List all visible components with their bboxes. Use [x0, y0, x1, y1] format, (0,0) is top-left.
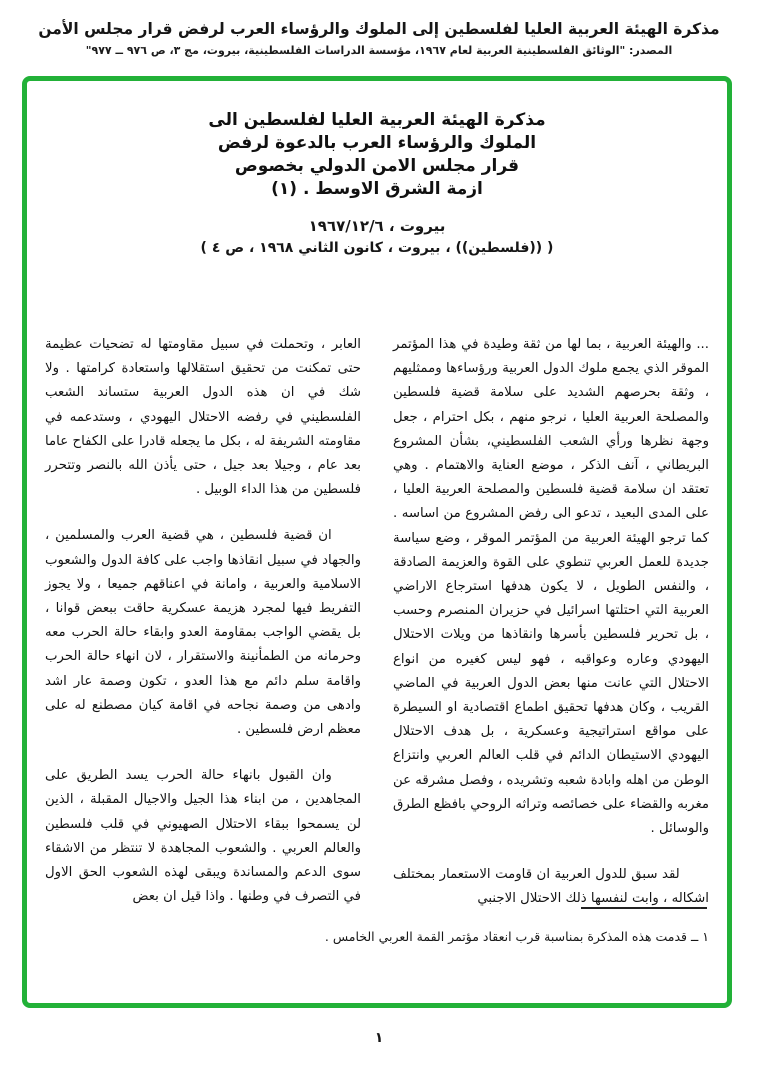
footnote: ١ ــ قدمت هذه المذكرة بمناسبة قرب انعقاد مؤتمر القمة العربي الخامس .: [324, 929, 709, 944]
two-column-body: [45, 333, 709, 934]
page-header: [0, 18, 758, 57]
body-column-left: [45, 333, 361, 934]
paragraph: وان القبول بانهاء حالة الحرب يسد الطريق على المجاهدين ، من ابناء هذا الجيل والاجيال المقبلة ، الذين لن يسمحوا ببقاء الاحتلال الصهيوني في قلب فلسطين والعالم العربي . والشعوب المجاهدة لا تنتظر من الاشقاء سوى الدعم والمساندة ويبقى لهذه الشعوب الحق الاول في التصرف في وطنها . واذا قيل ان بعض: [45, 768, 361, 905]
document-dateline: بيروت ، ١٩٦٧/١٢/٦: [308, 217, 446, 235]
paragraph: ان قضية فلسطين ، هي قضية العرب والمسلمين ، والجهاد في سبيل انقاذها واجب على كافة الدول والشعوب الاسلامية والعربية ، وامانة في اعناقهم جميعا ، ولا يجوز التفريط فيها لمجرد هزيمة عسكرية حاقت ببعض قوانا ، بل يقضي الواجب بمقاومة العدو وابقاء حالة الحرب معه وحرمانه من الطمأنينة والاستقرار ، لان انهاء حالة الحرب واقامة سلم دائم مع هذا العدو ، تكون وصمة عار اشد وادهى من وصمة نجاحه في اقامة كيان مصطنع له على معظم ارض فلسطين .: [45, 528, 361, 738]
header-title: مذكرة الهيئة العربية العليا لفلسطين إلى الملوك والرؤساء العرب لرفض قرار مجلس الأمن: [38, 20, 720, 38]
page-number: ١: [374, 1030, 384, 1046]
document-title: [27, 109, 727, 201]
document-title-line-1: مذكرة الهيئة العربية العليا لفلسطين الى: [208, 110, 546, 130]
document-title-line-4: ازمة الشرق الاوسط . (١): [271, 179, 483, 199]
document-title-line-3: قرار مجلس الامن الدولي بخصوص: [234, 156, 520, 176]
document-frame: [22, 76, 732, 1008]
paragraph: لقد سبق للدول العربية ان قاومت الاستعمار بمختلف اشكاله ، وابت لنفسها ذلك الاحتلال الاجنبي: [393, 867, 709, 907]
header-source-citation: المصدر: "الوثائق الفلسطينية العربية لعام ١٩٦٧، مؤسسة الدراسات الفلسطينية، بيروت، مج ٣، ص ٩٧٦ ــ ٩٧٧": [85, 44, 673, 57]
paragraph: ... والهيئة العربية ، بما لها من ثقة وطيدة في هذا المؤتمر الموقر الذي يجمع ملوك الدول العربية ورؤساءها وممثليهم ، وثقة بحرصهم الشديد على سلامة قضية فلسطين والمصلحة العربية العليا ، نرجو منهم ، بكل احترام ، جعل وجهة نظرها ورأي الشعب الفلسطيني، بشأن المشروع البريطاني ، آنف الذكر ، موضع العناية والاهتمام . وهي تعتقد ان سلامة قضية فلسطين والمصلحة العربية العليا ، على المدى البعيد ، تدعو الى رفض المشروع من اساسه . كما ترجو الهيئة العربية من المؤتمر الموقر ، وضع سياسة جديدة للعمل العربي تنطوي على القوة والعزيمة الصادقة ، والنفس الطويل ، لا يكون هدفها استرجاع الاراضي العربية التي احتلتها اسرائيل في حزيران المنصرم وحسب ، بل تحرير فلسطين بأسرها وانقاذها من ويلات الاحتلال اليهودي وعاره وعواقبه ، فهو ليس كغيره من انواع الاحتلال التي عانت منها بعض الدول العربية في الماضي القريب ، وكان هدفها تحقيق اطماع اقتصادية او السيطرة على مواقع استراتيجية وعسكرية ، بل هدف الاحتلال اليهودي الاستيطان الدائم في قلب العالم العربي وانتزاع الوطن من اهله وابادة شعبه وتشريده ، وفصل مشرقه عن مغربه والقضاء على خصائصه وتراثه الروحي بافظع الطرق والوسائل .: [393, 337, 709, 837]
document-citation: ( ((فلسطين)) ، بيروت ، كانون الثاني ١٩٦٨ ، ص ٤ ): [200, 240, 554, 256]
body-column-right: [393, 333, 709, 934]
footnote-separator-rule: [581, 907, 707, 909]
document-title-line-2: الملوك والرؤساء العرب بالدعوة لرفض: [217, 133, 537, 153]
paragraph: العابر ، وتحملت في سبيل مقاومتها له تضحيات عظيمة حتى تمكنت من تحقيق استقلالها واستعادة كرامتها . ولا شك في ان هذه الدول العربية ستساند الشعب الفلسطيني في رفضه الاحتلال اليهودي ، وستدعمه في مقاومته الشريفة له ، بكل ما يجعله قادرا على الكفاح عاما بعد عام ، وجيلا بعد جيل ، حتى يأذن الله بالنصر وتتحرر فلسطين من هذا الداء الوبيل .: [45, 337, 361, 498]
